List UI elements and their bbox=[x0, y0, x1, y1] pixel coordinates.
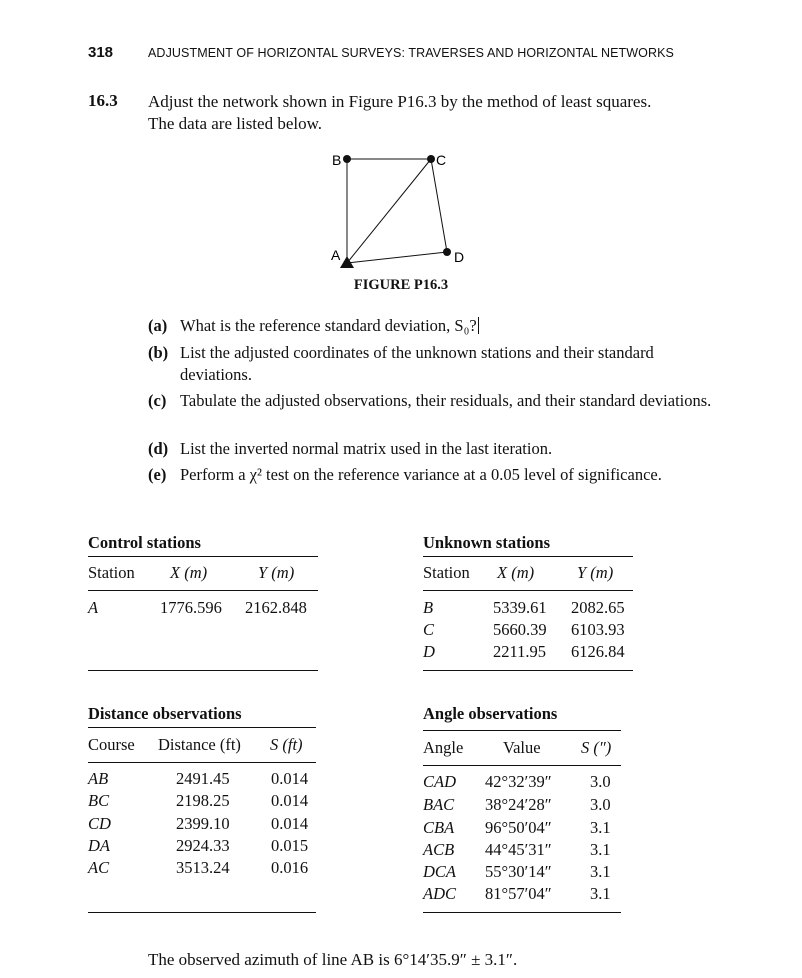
table-cell: 96°50′04″ bbox=[485, 818, 552, 837]
column-header: X (m) bbox=[497, 563, 535, 582]
problem-number: 16.3 bbox=[88, 91, 118, 110]
table-cell: 3.0 bbox=[590, 772, 611, 791]
table-cell: 0.015 bbox=[271, 836, 309, 855]
table-cell: 0.014 bbox=[271, 769, 309, 788]
table-cell: 2082.65 bbox=[571, 598, 625, 617]
table-cell: 81°57′04″ bbox=[485, 884, 552, 903]
station-c-point bbox=[427, 155, 435, 163]
column-header: Y (m) bbox=[258, 563, 295, 582]
table-cell: 2162.848 bbox=[245, 598, 307, 617]
table-rule bbox=[88, 590, 318, 591]
question-label: (e) bbox=[148, 465, 167, 484]
table-cell: 44°45′31″ bbox=[485, 840, 552, 859]
network-figure bbox=[320, 150, 480, 272]
column-header: Distance (ft) bbox=[158, 735, 241, 754]
table-cell: CAD bbox=[423, 772, 456, 791]
text-cursor bbox=[478, 317, 480, 334]
table-rule bbox=[423, 765, 621, 766]
table-rule bbox=[88, 556, 318, 557]
question-text: List the inverted normal matrix used in the last iteration. bbox=[180, 439, 553, 458]
table-cell: 3.0 bbox=[590, 795, 611, 814]
table-rule bbox=[88, 727, 316, 728]
question-label: (b) bbox=[148, 343, 169, 362]
table-cell: BAC bbox=[423, 795, 455, 814]
table-cell: 0.016 bbox=[271, 858, 309, 877]
table-cell: B bbox=[423, 598, 434, 617]
table-cell: DCA bbox=[423, 862, 456, 881]
running-title: ADJUSTMENT OF HORIZONTAL SURVEYS: TRAVERSES AND HORIZONTAL NETWORKS bbox=[148, 46, 674, 60]
station-label-c: C bbox=[436, 152, 447, 168]
line-ac bbox=[347, 159, 431, 263]
table-cell: 3.1 bbox=[590, 862, 611, 881]
table-cell: 55°30′14″ bbox=[485, 862, 552, 881]
table-cell: AB bbox=[88, 769, 109, 788]
question-d bbox=[148, 438, 725, 460]
question-label: (d) bbox=[148, 439, 169, 458]
question-a bbox=[148, 315, 725, 337]
control-stations-title: Control stations bbox=[88, 533, 201, 552]
table-cell: 2924.33 bbox=[176, 836, 230, 855]
question-label: (c) bbox=[148, 391, 167, 410]
column-header: S (ft) bbox=[270, 735, 303, 754]
question-text: What is the reference standard deviation, S₀? bbox=[180, 316, 477, 335]
table-cell: BC bbox=[88, 791, 110, 810]
table-cell: AC bbox=[88, 858, 110, 877]
table-cell: 3.1 bbox=[590, 818, 611, 837]
page-number: 318 bbox=[88, 44, 114, 61]
table-rule bbox=[423, 730, 621, 731]
unknown-stations-title: Unknown stations bbox=[423, 533, 551, 552]
table-cell: 6103.93 bbox=[571, 620, 625, 639]
table-cell: CBA bbox=[423, 818, 455, 837]
question-label: (a) bbox=[148, 316, 168, 335]
table-cell: 3513.24 bbox=[176, 858, 230, 877]
station-label-d: D bbox=[454, 249, 465, 265]
problem-text-line-1: Adjust the network shown in Figure P16.3 by the method of least squares. bbox=[148, 92, 652, 111]
problem-text-line-2: The data are listed below. bbox=[148, 114, 323, 133]
table-cell: 1776.596 bbox=[160, 598, 222, 617]
column-header: Course bbox=[88, 735, 135, 754]
question-text: List the adjusted coordinates of the unknown stations and their standard deviations. bbox=[180, 343, 654, 384]
question-text: Perform a χ² test on the reference variance at a 0.05 level of significance. bbox=[180, 465, 662, 484]
table-cell: 5339.61 bbox=[493, 598, 547, 617]
station-label-a: A bbox=[331, 247, 341, 263]
table-cell: 3.1 bbox=[590, 884, 611, 903]
column-header: S (″) bbox=[581, 738, 612, 757]
question-b bbox=[148, 342, 725, 386]
column-header: Y (m) bbox=[577, 563, 614, 582]
figure-caption: FIGURE P16.3 bbox=[353, 277, 449, 293]
question-c bbox=[148, 390, 725, 412]
question-text: Tabulate the adjusted observations, their residuals, and their standard deviations. bbox=[180, 391, 712, 410]
column-header: Station bbox=[423, 563, 470, 582]
table-rule bbox=[423, 912, 621, 913]
station-label-b: B bbox=[332, 152, 342, 168]
problem-statement bbox=[148, 91, 728, 135]
column-header: Angle bbox=[423, 738, 464, 757]
table-cell: 6126.84 bbox=[571, 642, 625, 661]
table-cell: 2211.95 bbox=[493, 642, 547, 661]
table-cell: D bbox=[423, 642, 435, 661]
column-header: X (m) bbox=[170, 563, 208, 582]
line-cd bbox=[431, 159, 447, 252]
table-cell: 3.1 bbox=[590, 840, 611, 859]
table-cell: 2198.25 bbox=[176, 791, 230, 810]
column-header: Station bbox=[88, 563, 135, 582]
station-b-point bbox=[343, 155, 351, 163]
table-cell: A bbox=[88, 598, 99, 617]
table-cell: 42°32′39″ bbox=[485, 772, 552, 791]
table-cell: 0.014 bbox=[271, 814, 309, 833]
table-cell: 2491.45 bbox=[176, 769, 230, 788]
table-cell: 2399.10 bbox=[176, 814, 230, 833]
table-cell: CD bbox=[88, 814, 111, 833]
table-rule bbox=[423, 556, 633, 557]
line-da bbox=[347, 252, 447, 263]
distance-observations-title: Distance observations bbox=[88, 704, 242, 723]
table-rule bbox=[88, 912, 316, 913]
angle-observations-title: Angle observations bbox=[423, 704, 558, 723]
table-cell: 0.014 bbox=[271, 791, 309, 810]
table-rule bbox=[423, 590, 633, 591]
table-rule bbox=[88, 762, 316, 763]
table-rule bbox=[88, 670, 318, 671]
azimuth-note: The observed azimuth of line AB is 6°14′35.9″ ± 3.1″. bbox=[148, 950, 518, 969]
table-cell: ADC bbox=[423, 884, 456, 903]
table-cell: C bbox=[423, 620, 435, 639]
table-cell: 38°24′28″ bbox=[485, 795, 552, 814]
table-rule bbox=[423, 670, 633, 671]
column-header: Value bbox=[503, 738, 541, 757]
table-cell: DA bbox=[88, 836, 110, 855]
table-cell: ACB bbox=[423, 840, 455, 859]
table-cell: 5660.39 bbox=[493, 620, 547, 639]
question-e bbox=[148, 464, 725, 486]
station-d-point bbox=[443, 248, 451, 256]
